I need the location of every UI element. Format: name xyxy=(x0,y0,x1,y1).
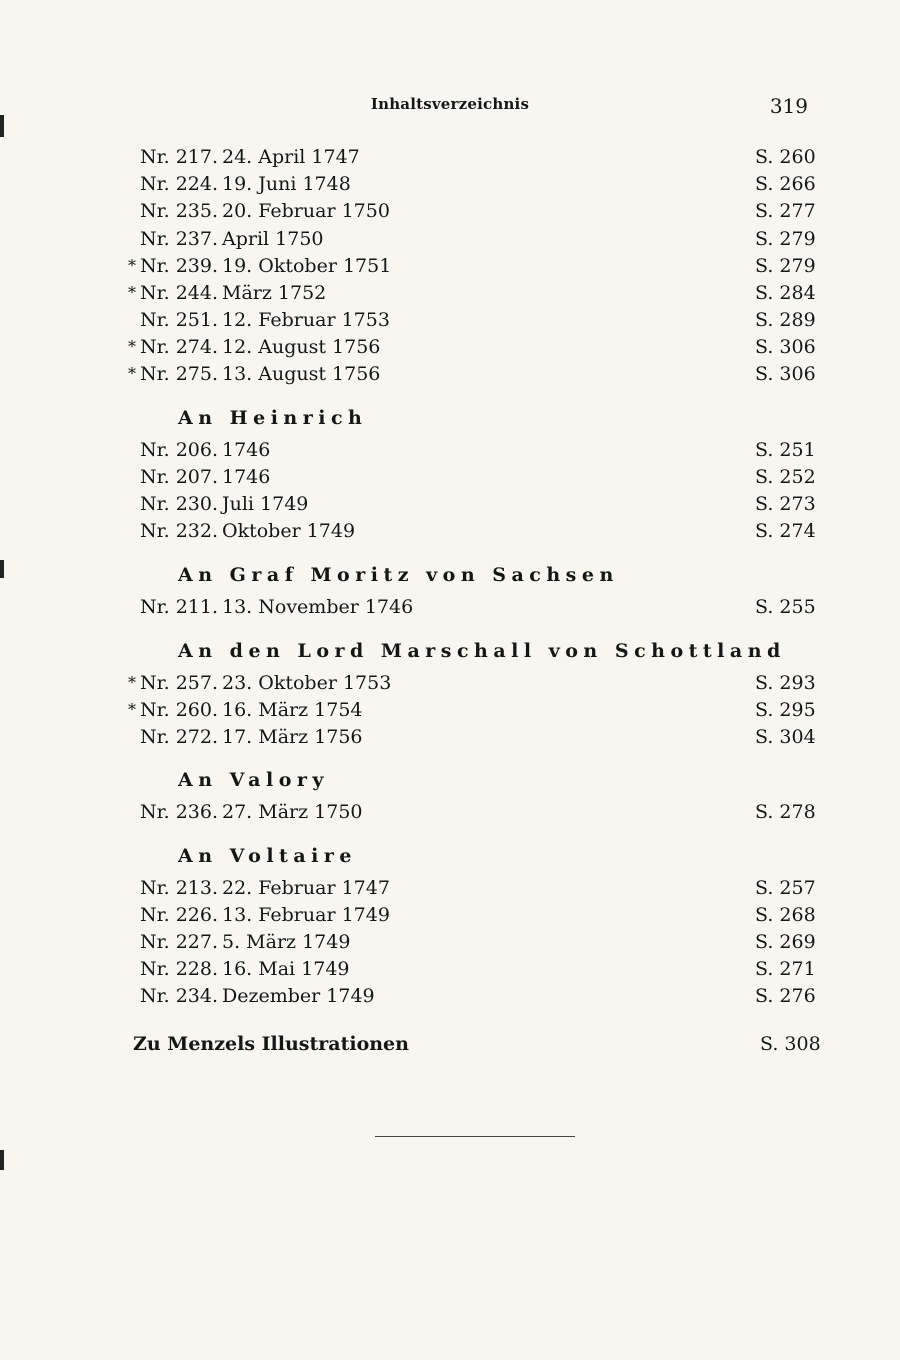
entry-number: Nr. 207. xyxy=(140,466,219,488)
entry-number: Nr. 228. xyxy=(140,958,219,980)
entry-page: S. 260 xyxy=(755,146,816,168)
entry-page: S. 304 xyxy=(755,726,816,748)
entry-date: Dezember 1749 xyxy=(222,985,375,1007)
entry-page: S. 295 xyxy=(755,699,816,721)
entry-number: Nr. 257. xyxy=(140,672,219,694)
entry-page: S. 251 xyxy=(755,439,816,461)
entry-date: Juli 1749 xyxy=(222,493,309,515)
section-heading: An Graf Moritz von Sachsen xyxy=(178,564,619,586)
entry-number: Nr. 230. xyxy=(140,493,219,515)
closing-rule xyxy=(375,1136,575,1137)
scan-edge-mark xyxy=(0,560,4,578)
entry-page: S. 306 xyxy=(755,363,816,385)
entry-date: 16. Mai 1749 xyxy=(222,958,350,980)
entry-date: 17. März 1756 xyxy=(222,726,363,748)
entry-number: Nr. 217. xyxy=(140,146,219,168)
entry-date: 12. Februar 1753 xyxy=(222,309,390,331)
entry-page: S. 277 xyxy=(755,200,816,222)
entry-page: S. 252 xyxy=(755,466,816,488)
section-heading: An den Lord Marschall von Schottland xyxy=(178,640,786,662)
entry-page: S. 278 xyxy=(755,801,816,823)
toc-entry xyxy=(0,171,900,197)
toc-entry xyxy=(0,902,900,928)
entry-star: * xyxy=(128,283,136,302)
entry-page: S. 293 xyxy=(755,672,816,694)
entry-date: 1746 xyxy=(222,439,271,461)
entry-date: 16. März 1754 xyxy=(222,699,363,721)
entry-date: 13. November 1746 xyxy=(222,596,414,618)
entry-page: S. 308 xyxy=(760,1033,821,1055)
entry-date: 19. Juni 1748 xyxy=(222,173,351,195)
entry-page: S. 255 xyxy=(755,596,816,618)
entry-page: S. 279 xyxy=(755,255,816,277)
toc-entry xyxy=(0,670,900,696)
page-number: 319 xyxy=(769,94,808,118)
entry-number: Nr. 236. xyxy=(140,801,219,823)
entry-date: Oktober 1749 xyxy=(222,520,356,542)
entry-star: * xyxy=(128,256,136,275)
toc-entry xyxy=(0,799,900,825)
toc-entry xyxy=(0,437,900,463)
entry-date: 23. Oktober 1753 xyxy=(222,672,392,694)
entry-number: Nr. 226. xyxy=(140,904,219,926)
toc-entry xyxy=(0,280,900,306)
toc-entry xyxy=(0,697,900,723)
entry-number: Nr. 244. xyxy=(140,282,219,304)
toc-entry xyxy=(0,929,900,955)
entry-date: März 1752 xyxy=(222,282,327,304)
toc-entry xyxy=(0,307,900,333)
toc-entry xyxy=(0,956,900,982)
running-header: Inhaltsverzeichnis xyxy=(370,95,530,113)
toc-entry xyxy=(0,518,900,544)
entry-number: Nr. 260. xyxy=(140,699,219,721)
entry-date: 20. Februar 1750 xyxy=(222,200,390,222)
entry-number: Nr. 235. xyxy=(140,200,219,222)
entry-number: Nr. 275. xyxy=(140,363,219,385)
entry-number: Nr. 272. xyxy=(140,726,219,748)
entry-page: S. 268 xyxy=(755,904,816,926)
entry-page: S. 274 xyxy=(755,520,816,542)
entry-number: Nr. 206. xyxy=(140,439,219,461)
entry-date: 22. Februar 1747 xyxy=(222,877,390,899)
toc-entry xyxy=(0,491,900,517)
entry-date: 13. August 1756 xyxy=(222,363,381,385)
entry-page: S. 276 xyxy=(755,985,816,1007)
entry-page: S. 271 xyxy=(755,958,816,980)
toc-entry xyxy=(0,361,900,387)
toc-entry xyxy=(0,144,900,170)
entry-number: Nr. 224. xyxy=(140,173,219,195)
entry-date: 1746 xyxy=(222,466,271,488)
entry-page: S. 266 xyxy=(755,173,816,195)
entry-number: Nr. 239. xyxy=(140,255,219,277)
entry-number: Nr. 211. xyxy=(140,596,219,618)
entry-star: * xyxy=(128,364,136,383)
entry-page: S. 273 xyxy=(755,493,816,515)
toc-entry xyxy=(0,334,900,360)
toc-entry xyxy=(0,464,900,490)
section-heading: An Heinrich xyxy=(178,407,368,429)
entry-page: S. 284 xyxy=(755,282,816,304)
entry-number: Nr. 234. xyxy=(140,985,219,1007)
toc-entry xyxy=(0,226,900,252)
toc-entry xyxy=(0,253,900,279)
entry-number: Nr. 232. xyxy=(140,520,219,542)
entry-page: S. 306 xyxy=(755,336,816,358)
entry-page: S. 279 xyxy=(755,228,816,250)
toc-entry xyxy=(0,983,900,1009)
entry-date: 13. Februar 1749 xyxy=(222,904,390,926)
toc-entry xyxy=(0,594,900,620)
entry-star: * xyxy=(128,337,136,356)
section-heading: An Valory xyxy=(178,769,329,791)
toc-entry xyxy=(0,875,900,901)
entry-number: Nr. 251. xyxy=(140,309,219,331)
entry-number: Nr. 227. xyxy=(140,931,219,953)
entry-star: * xyxy=(128,673,136,692)
scan-edge-mark xyxy=(0,115,4,137)
entry-date: 19. Oktober 1751 xyxy=(222,255,392,277)
entry-number: Nr. 274. xyxy=(140,336,219,358)
entry-date: 27. März 1750 xyxy=(222,801,363,823)
entry-date: April 1750 xyxy=(222,228,324,250)
entry-number: Nr. 213. xyxy=(140,877,219,899)
entry-star: * xyxy=(128,700,136,719)
entry-page: S. 257 xyxy=(755,877,816,899)
entry-page: S. 269 xyxy=(755,931,816,953)
toc-entry xyxy=(0,724,900,750)
scan-edge-mark xyxy=(0,1150,4,1170)
entry-page: S. 289 xyxy=(755,309,816,331)
entry-date: 24. April 1747 xyxy=(222,146,360,168)
entry-date: 5. März 1749 xyxy=(222,931,351,953)
entry-number: Nr. 237. xyxy=(140,228,219,250)
section-heading: An Voltaire xyxy=(178,845,357,867)
toc-entry xyxy=(0,198,900,224)
entry-label: Zu Menzels Illustrationen xyxy=(133,1033,409,1055)
entry-date: 12. August 1756 xyxy=(222,336,381,358)
